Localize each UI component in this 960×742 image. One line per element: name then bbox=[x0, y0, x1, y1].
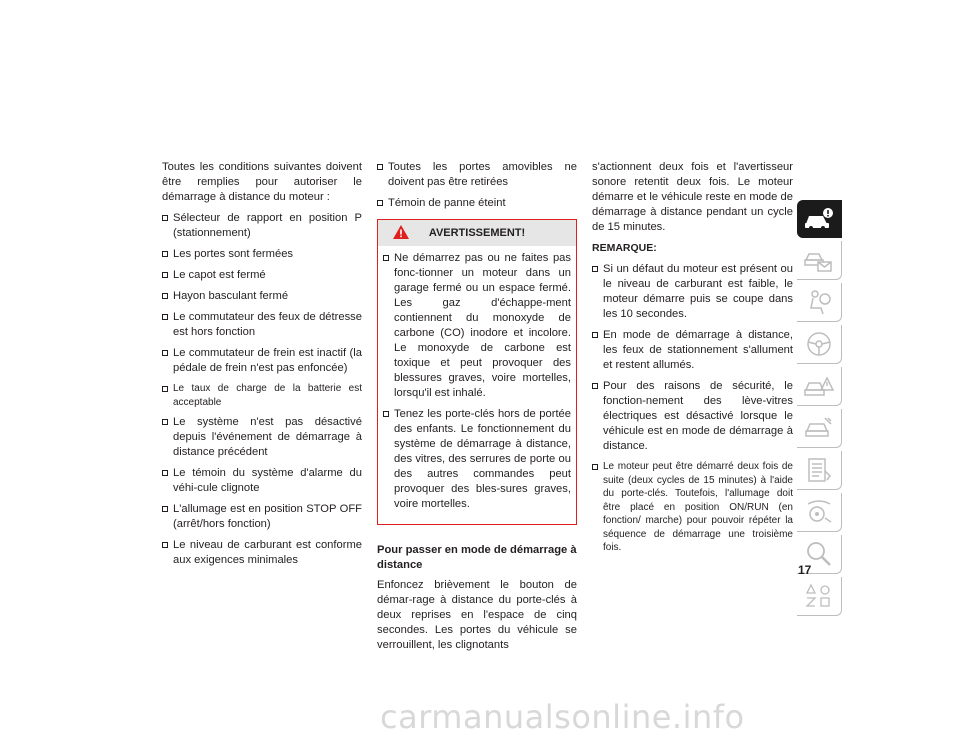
paragraph: Enfoncez brièvement le bouton de démar-rage à distance du porte-clés à deux reprises en l'espace de cinq secondes. Les portes du véhicule se verrouillent, les clignotants bbox=[377, 579, 577, 651]
list-item: Hayon basculant fermé bbox=[162, 289, 362, 304]
bullet-box-icon bbox=[377, 164, 383, 170]
bullet-box-icon bbox=[162, 314, 168, 320]
steering-wheel-icon bbox=[803, 330, 835, 358]
column-1 bbox=[162, 160, 362, 574]
list-item: Sélecteur de rapport en position P (stationnement) bbox=[162, 211, 362, 241]
checklist-icon bbox=[803, 456, 835, 484]
list-item: Le taux de charge de la batterie est acceptable bbox=[162, 382, 362, 409]
list-item: Témoin de panne éteint bbox=[377, 196, 577, 211]
list-item: Le système n'est pas désactivé depuis l'événement de démarrage à distance précédent bbox=[162, 415, 362, 460]
list-item: Si un défaut du moteur est présent ou le niveau de carburant est faible, le moteur démarre puis se coupe dans les 10 secondes. bbox=[592, 262, 793, 322]
paragraph: s'actionnent deux fois et l'avertisseur sonore retentit deux fois. Le moteur démarre et le véhicule reste en mode de démarrage à distance pendant un cycle de 15 minutes. bbox=[592, 161, 793, 233]
bullet-box-icon bbox=[592, 464, 598, 470]
warning-header bbox=[378, 220, 576, 246]
page-number: 17 bbox=[798, 563, 812, 577]
list-item: Le commutateur de frein est inactif (la pédale de frein n'est pas enfoncée) bbox=[162, 346, 362, 376]
watermark: carmanualsonline.info bbox=[380, 698, 745, 736]
bullet-box-icon bbox=[162, 272, 168, 278]
bullet-box-icon bbox=[377, 200, 383, 206]
airbag-seat-icon bbox=[803, 288, 835, 316]
list-item: Le moteur peut être démarré deux fois de suite (deux cycles de 15 minutes) à l'aide du porte-clés. Toutefois, l'allumage doit être placé en position ON/RUN (en fonction/ marche) pour pouvoir répéter la séquence de démarrage une troisième fois. bbox=[592, 460, 793, 555]
car-service-icon bbox=[803, 414, 835, 442]
tab-language-index[interactable] bbox=[797, 577, 842, 616]
tab-car-service[interactable] bbox=[797, 409, 842, 448]
tab-checklist[interactable] bbox=[797, 451, 842, 490]
tab-car-media[interactable] bbox=[797, 493, 842, 532]
tab-car-info[interactable] bbox=[797, 200, 842, 238]
intro-paragraph: Toutes les conditions suivantes doivent être remplies pour autoriser le démarrage à distance du moteur : bbox=[162, 161, 362, 203]
note-list bbox=[592, 262, 793, 555]
bullet-box-icon bbox=[162, 419, 168, 425]
tab-mail-car[interactable] bbox=[797, 241, 842, 280]
bullet-box-icon bbox=[162, 470, 168, 476]
bullet-box-icon bbox=[162, 350, 168, 356]
car-warning-icon bbox=[803, 372, 835, 400]
language-index-icon bbox=[803, 582, 835, 610]
column-2 bbox=[377, 160, 577, 659]
bullet-box-icon bbox=[162, 293, 168, 299]
warning-list bbox=[378, 251, 576, 512]
car-info-icon bbox=[803, 205, 835, 233]
bullet-box-icon bbox=[162, 506, 168, 512]
list-item: L'allumage est en position STOP OFF (arrêt/hors fonction) bbox=[162, 502, 362, 532]
warning-triangle-icon bbox=[392, 224, 410, 240]
note-label: REMARQUE: bbox=[592, 242, 657, 254]
bullet-box-icon bbox=[592, 332, 598, 338]
bullet-box-icon bbox=[162, 251, 168, 257]
tab-car-warning[interactable] bbox=[797, 367, 842, 406]
bullet-box-icon bbox=[592, 266, 598, 272]
tab-steering-wheel[interactable] bbox=[797, 325, 842, 364]
mail-car-icon bbox=[803, 246, 835, 274]
bullet-box-icon bbox=[162, 386, 168, 392]
list-item: Tenez les porte-clés hors de portée des enfants. Le fonctionnement du système de démarrage à distance, des vitres, des serrures de porte ou des autres commandes peut provoquer des bles-sures graves, voire mortelles. bbox=[383, 407, 571, 512]
list-item: Le commutateur des feux de détresse est hors fonction bbox=[162, 310, 362, 340]
list-item: Pour des raisons de sécurité, le fonction-nement des lève-vitres électriques est désactivé lorsque le véhicule est en mode de démarrage à distance. bbox=[592, 379, 793, 454]
conditions-list-continued bbox=[377, 160, 577, 211]
section-heading: Pour passer en mode de démarrage à distance bbox=[377, 544, 577, 571]
list-item: Le niveau de carburant est conforme aux exigences minimales bbox=[162, 538, 362, 568]
column-3 bbox=[592, 160, 793, 561]
warning-title: AVERTISSEMENT! bbox=[428, 227, 526, 239]
list-item: En mode de démarrage à distance, les feux de stationnement s'allument et restent allumés. bbox=[592, 328, 793, 373]
warning-box bbox=[377, 219, 577, 525]
bullet-box-icon bbox=[162, 542, 168, 548]
bullet-box-icon bbox=[162, 215, 168, 221]
conditions-list bbox=[162, 211, 362, 568]
list-item: Le témoin du système d'alarme du véhi-cule clignote bbox=[162, 466, 362, 496]
list-item: Les portes sont fermées bbox=[162, 247, 362, 262]
bullet-box-icon bbox=[383, 411, 389, 417]
list-item: Ne démarrez pas ou ne faites pas fonc-tionner un moteur dans un garage fermé ou un espace fermé. Les gaz d'échappe-ment contiennent du monoxyde de carbone (CO) inodore et incolore. Le monoxyde de carbone est toxique et peut provoquer des blessures graves, voire mortelles, lorsqu'il est inhalé. bbox=[383, 251, 571, 401]
tab-airbag-seat[interactable] bbox=[797, 283, 842, 322]
bullet-box-icon bbox=[383, 255, 389, 261]
chapter-tabs bbox=[797, 200, 842, 619]
bullet-box-icon bbox=[592, 383, 598, 389]
list-item: Toutes les portes amovibles ne doivent pas être retirées bbox=[377, 160, 577, 190]
list-item: Le capot est fermé bbox=[162, 268, 362, 283]
car-media-icon bbox=[803, 498, 835, 526]
